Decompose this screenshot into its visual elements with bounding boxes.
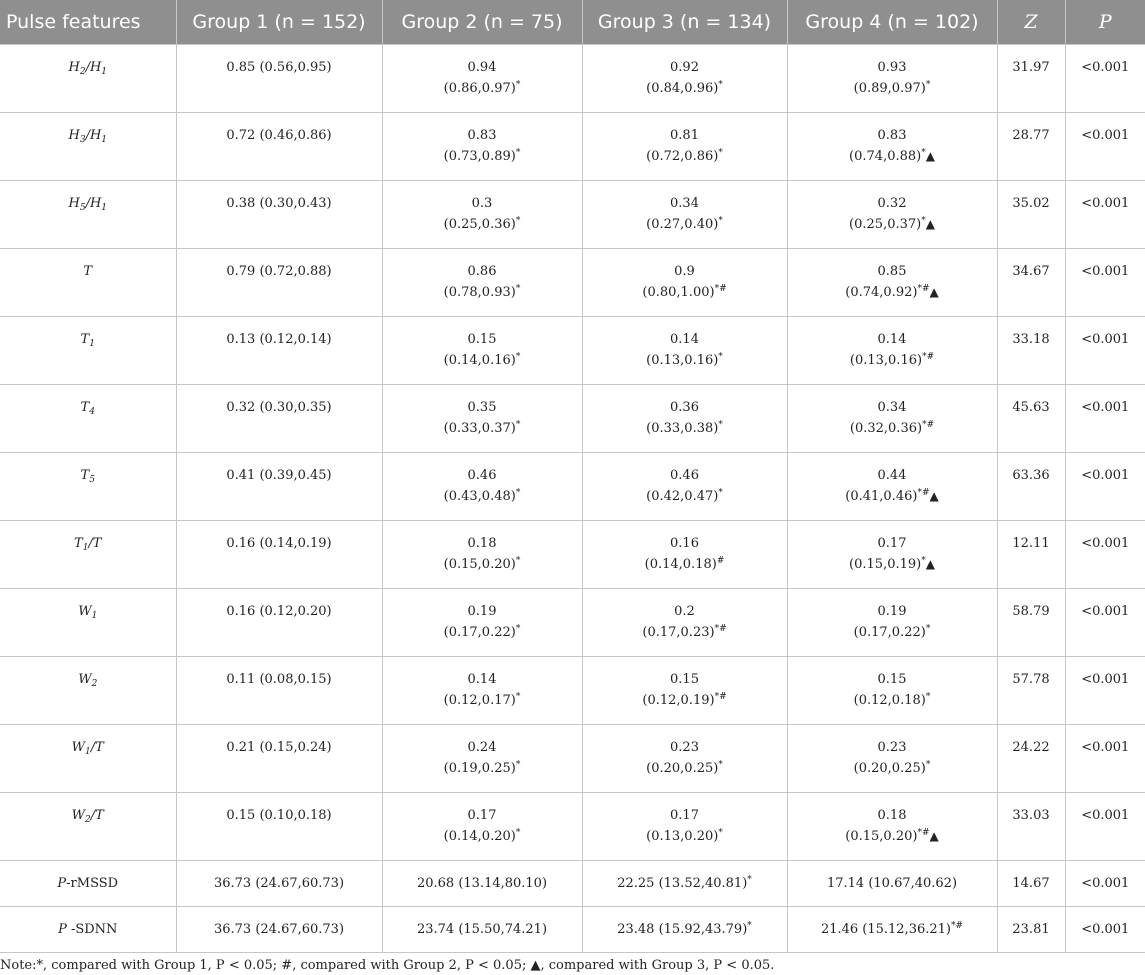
group-3-cell: 0.34 (0.27,0.40)* — [582, 181, 787, 249]
feature-cell: $T_4$ — [0, 385, 176, 453]
header-z: Z — [997, 0, 1065, 45]
table-row — [0, 453, 1145, 521]
group-2-cell: 0.24 (0.19,0.25)* — [382, 725, 582, 793]
group-2-cell: 0.35 (0.33,0.37)* — [382, 385, 582, 453]
group-4-cell: 0.19 (0.17,0.22)* — [787, 589, 997, 657]
group-1-cell: 0.21 (0.15,0.24) — [176, 725, 382, 793]
table-row — [0, 249, 1145, 317]
group-1-cell: 0.11 (0.08,0.15) — [176, 657, 382, 725]
z-cell: 31.97 — [997, 45, 1065, 113]
p-cell: <0.001 — [1065, 385, 1145, 453]
group-3-cell: 0.23 (0.20,0.25)* — [582, 725, 787, 793]
feature-cell: $W_1$ — [0, 589, 176, 657]
group-4-cell: 0.83 (0.74,0.88)*▲ — [787, 113, 997, 181]
p-cell: <0.001 — [1065, 181, 1145, 249]
group-1-cell: 0.32 (0.30,0.35) — [176, 385, 382, 453]
group-3-cell: 0.17 (0.13,0.20)* — [582, 793, 787, 861]
group-4-cell: 0.34 (0.32,0.36)*# — [787, 385, 997, 453]
feature-cell: $H_3/H_1$ — [0, 113, 176, 181]
z-cell: 33.18 — [997, 317, 1065, 385]
group-3-cell: 0.2 (0.17,0.23)*# — [582, 589, 787, 657]
group-4-cell: 0.32 (0.25,0.37)*▲ — [787, 181, 997, 249]
group-3-cell: 0.36 (0.33,0.38)* — [582, 385, 787, 453]
table-row — [0, 181, 1145, 249]
p-cell: <0.001 — [1065, 657, 1145, 725]
p-cell: <0.001 — [1065, 589, 1145, 657]
p-cell: <0.001 — [1065, 113, 1145, 181]
table-row — [0, 521, 1145, 589]
p-cell: <0.001 — [1065, 249, 1145, 317]
header-group-2: Group 2 (n = 75) — [382, 0, 582, 45]
group-1-cell: 0.72 (0.46,0.86) — [176, 113, 382, 181]
header-group-1: Group 1 (n = 152) — [176, 0, 382, 45]
header-pulse-features: Pulse features — [0, 0, 176, 45]
group-2-cell: 0.14 (0.12,0.17)* — [382, 657, 582, 725]
group-2-cell: 0.94 (0.86,0.97)* — [382, 45, 582, 113]
feature-cell: $W_1/T$ — [0, 725, 176, 793]
group-2-cell: 23.74 (15.50,74.21) — [382, 907, 582, 953]
group-3-cell: 0.15 (0.12,0.19)*# — [582, 657, 787, 725]
table-note: Note:*, compared with Group 1, P < 0.05; #, compared with Group 2, P < 0.05; ▲, compared with Group 3, P < 0.05. — [0, 958, 775, 973]
z-cell: 58.79 — [997, 589, 1065, 657]
group-3-cell: 0.81 (0.72,0.86)* — [582, 113, 787, 181]
group-1-cell: 0.85 (0.56,0.95) — [176, 45, 382, 113]
group-3-cell: 23.48 (15.92,43.79)* — [582, 907, 787, 953]
group-1-cell: 0.13 (0.12,0.14) — [176, 317, 382, 385]
group-2-cell: 20.68 (13.14,80.10) — [382, 861, 582, 907]
group-4-cell: 0.15 (0.12,0.18)* — [787, 657, 997, 725]
header-p: P — [1065, 0, 1145, 45]
group-1-cell: 0.16 (0.12,0.20) — [176, 589, 382, 657]
group-4-cell: 0.23 (0.20,0.25)* — [787, 725, 997, 793]
z-cell: 35.02 — [997, 181, 1065, 249]
z-cell: 14.67 — [997, 861, 1065, 907]
group-4-cell: 21.46 (15.12,36.21)*# — [787, 907, 997, 953]
p-cell: <0.001 — [1065, 793, 1145, 861]
group-1-cell: 0.79 (0.72,0.88) — [176, 249, 382, 317]
group-3-cell: 0.16 (0.14,0.18)# — [582, 521, 787, 589]
group-1-cell: 36.73 (24.67,60.73) — [176, 907, 382, 953]
group-4-cell: 0.44 (0.41,0.46)*#▲ — [787, 453, 997, 521]
group-4-cell: 0.18 (0.15,0.20)*#▲ — [787, 793, 997, 861]
group-2-cell: 0.3 (0.25,0.36)* — [382, 181, 582, 249]
p-cell: <0.001 — [1065, 725, 1145, 793]
header-group-4: Group 4 (n = 102) — [787, 0, 997, 45]
group-1-cell: 36.73 (24.67,60.73) — [176, 861, 382, 907]
table-row — [0, 725, 1145, 793]
group-1-cell: 0.38 (0.30,0.43) — [176, 181, 382, 249]
feature-cell: $T_5$ — [0, 453, 176, 521]
group-2-cell: 0.18 (0.15,0.20)* — [382, 521, 582, 589]
p-cell: <0.001 — [1065, 45, 1145, 113]
group-4-cell: 0.93 (0.89,0.97)* — [787, 45, 997, 113]
feature-cell: $T_1/T$ — [0, 521, 176, 589]
group-4-cell: 0.85 (0.74,0.92)*#▲ — [787, 249, 997, 317]
p-cell: <0.001 — [1065, 861, 1145, 907]
group-1-cell: 0.41 (0.39,0.45) — [176, 453, 382, 521]
group-3-cell: 22.25 (13.52,40.81)* — [582, 861, 787, 907]
group-3-cell: 0.92 (0.84,0.96)* — [582, 45, 787, 113]
z-cell: 24.22 — [997, 725, 1065, 793]
z-cell: 57.78 — [997, 657, 1065, 725]
group-4-cell: 17.14 (10.67,40.62) — [787, 861, 997, 907]
feature-cell: $W_2$ — [0, 657, 176, 725]
group-2-cell: 0.83 (0.73,0.89)* — [382, 113, 582, 181]
table-row — [0, 45, 1145, 113]
z-cell: 34.67 — [997, 249, 1065, 317]
table-row — [0, 385, 1145, 453]
z-cell: 28.77 — [997, 113, 1065, 181]
z-cell: 23.81 — [997, 907, 1065, 953]
group-2-cell: 0.19 (0.17,0.22)* — [382, 589, 582, 657]
table-row — [0, 657, 1145, 725]
group-2-cell: 0.15 (0.14,0.16)* — [382, 317, 582, 385]
table-row — [0, 793, 1145, 861]
feature-cell: $W_2/T$ — [0, 793, 176, 861]
group-4-cell: 0.14 (0.13,0.16)*# — [787, 317, 997, 385]
feature-cell: P-rMSSD — [0, 861, 176, 907]
feature-cell: P -SDNN — [0, 907, 176, 953]
table-row — [0, 317, 1145, 385]
group-2-cell: 0.17 (0.14,0.20)* — [382, 793, 582, 861]
group-1-cell: 0.15 (0.10,0.18) — [176, 793, 382, 861]
group-2-cell: 0.46 (0.43,0.48)* — [382, 453, 582, 521]
group-3-cell: 0.14 (0.13,0.16)* — [582, 317, 787, 385]
group-4-cell: 0.17 (0.15,0.19)*▲ — [787, 521, 997, 589]
table-row — [0, 861, 1145, 907]
z-cell: 45.63 — [997, 385, 1065, 453]
group-2-cell: 0.86 (0.78,0.93)* — [382, 249, 582, 317]
table-row — [0, 907, 1145, 953]
p-cell: <0.001 — [1065, 521, 1145, 589]
feature-cell: $H_5/H_1$ — [0, 181, 176, 249]
feature-cell: T — [0, 249, 176, 317]
table-row — [0, 113, 1145, 181]
header-row — [0, 0, 1145, 45]
feature-cell: $H_2/H_1$ — [0, 45, 176, 113]
z-cell: 33.03 — [997, 793, 1065, 861]
group-1-cell: 0.16 (0.14,0.19) — [176, 521, 382, 589]
p-cell: <0.001 — [1065, 317, 1145, 385]
feature-cell: $T_1$ — [0, 317, 176, 385]
group-3-cell: 0.46 (0.42,0.47)* — [582, 453, 787, 521]
table-row — [0, 589, 1145, 657]
group-3-cell: 0.9 (0.80,1.00)*# — [582, 249, 787, 317]
p-cell: <0.001 — [1065, 907, 1145, 953]
z-cell: 12.11 — [997, 521, 1065, 589]
header-group-3: Group 3 (n = 134) — [582, 0, 787, 45]
p-cell: <0.001 — [1065, 453, 1145, 521]
z-cell: 63.36 — [997, 453, 1065, 521]
